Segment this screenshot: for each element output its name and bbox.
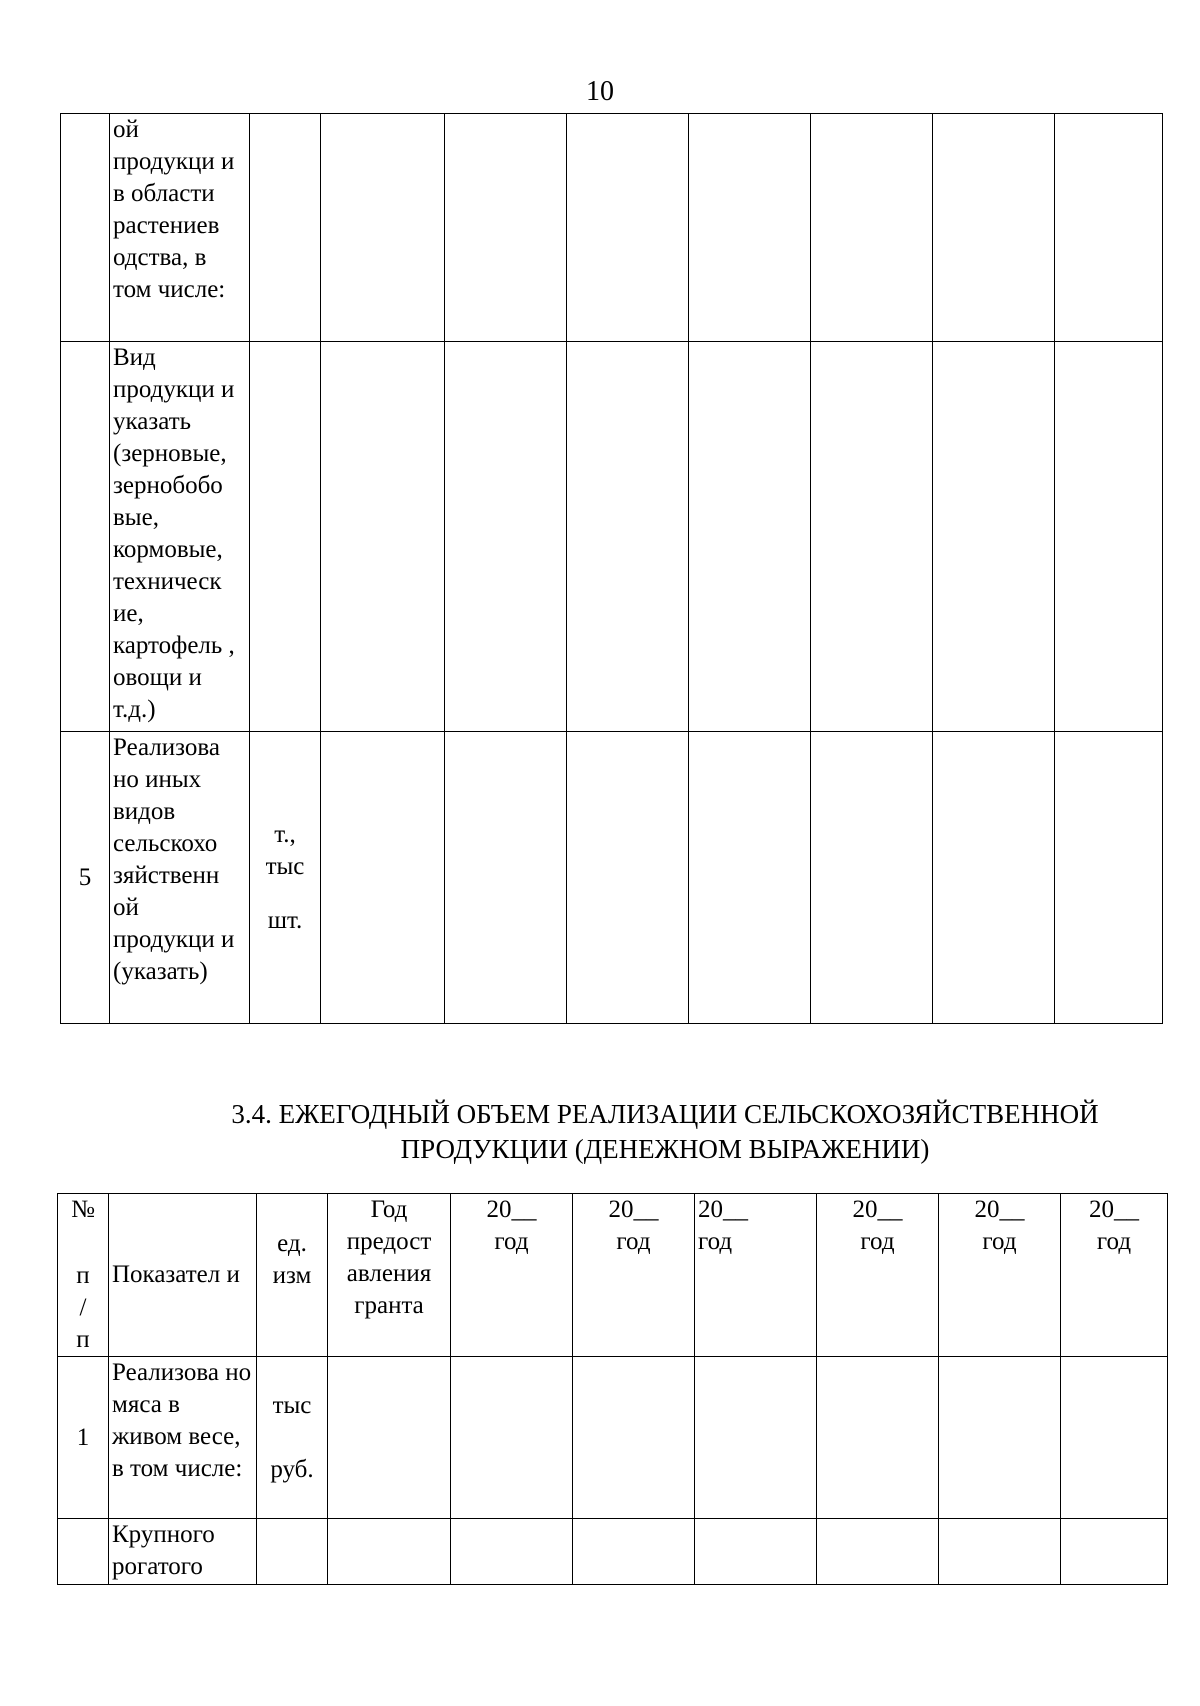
unit-line: тыс (265, 852, 305, 880)
data-cell[interactable] (689, 342, 811, 732)
header-indicator: Показател и (109, 1194, 257, 1357)
row-number-cell: 1 (58, 1357, 109, 1519)
indicator-cell: ой продукци и в области растениев одства, в том числе: (110, 114, 250, 342)
data-cell[interactable] (689, 114, 811, 342)
year-prefix: 20__ (698, 1196, 748, 1223)
unit-line: руб. (270, 1455, 314, 1483)
data-cell[interactable] (1055, 732, 1163, 1024)
header-number-line: п (76, 1326, 90, 1353)
data-cell[interactable] (1061, 1357, 1168, 1519)
production-volume-table-continued (60, 113, 1163, 1024)
data-cell[interactable] (811, 114, 933, 342)
unit-cell (250, 342, 321, 732)
year-prefix: 20__ (486, 1196, 537, 1223)
header-number-line: № (71, 1196, 95, 1223)
header-year (817, 1194, 939, 1357)
indicator-cell: Вид продукци и указать (зерновые, зернобобо вые, кормовые, техническ ие, картофель , овощи и т.д.) (110, 342, 250, 732)
data-cell[interactable] (451, 1519, 573, 1585)
header-year (695, 1194, 817, 1357)
row-number-cell (58, 1519, 109, 1585)
data-cell[interactable] (445, 342, 567, 732)
unit-cell (250, 732, 321, 1024)
data-cell[interactable] (328, 1357, 451, 1519)
table-header-row (58, 1194, 1168, 1357)
year-prefix: 20__ (608, 1196, 659, 1223)
unit-line: т., (274, 820, 296, 848)
data-cell[interactable] (695, 1357, 817, 1519)
data-cell[interactable] (321, 732, 445, 1024)
data-cell[interactable] (567, 342, 689, 732)
header-number-line: п (76, 1262, 90, 1289)
year-prefix: 20__ (974, 1196, 1025, 1223)
row-number-cell: 5 (61, 732, 110, 1024)
data-cell[interactable] (451, 1357, 573, 1519)
data-cell[interactable] (817, 1357, 939, 1519)
year-suffix: год (616, 1228, 651, 1255)
header-year (939, 1194, 1061, 1357)
year-suffix: год (494, 1228, 529, 1255)
indicator-cell: Крупного рогатого (109, 1519, 257, 1585)
data-cell[interactable] (445, 114, 567, 342)
header-number (58, 1194, 109, 1357)
section-heading-line: ПРОДУКЦИИ (ДЕНЕЖНОМ ВЫРАЖЕНИИ) (400, 1134, 930, 1164)
data-cell[interactable] (933, 114, 1055, 342)
data-cell[interactable] (573, 1519, 695, 1585)
year-suffix: год (982, 1228, 1017, 1255)
header-grant-year: Год предост авления гранта (328, 1194, 451, 1357)
data-cell[interactable] (933, 342, 1055, 732)
data-cell[interactable] (933, 732, 1055, 1024)
table-row (61, 342, 1163, 732)
data-cell[interactable] (573, 1357, 695, 1519)
row-number-cell (61, 342, 110, 732)
data-cell[interactable] (811, 342, 933, 732)
data-cell[interactable] (567, 114, 689, 342)
header-year (451, 1194, 573, 1357)
data-cell[interactable] (817, 1519, 939, 1585)
data-cell[interactable] (321, 114, 445, 342)
unit-cell (250, 114, 321, 342)
year-prefix: 20__ (852, 1196, 903, 1223)
unit-cell (257, 1519, 328, 1585)
table-row (61, 114, 1163, 342)
section-heading-line: 3.4. ЕЖЕГОДНЫЙ ОБЪЕМ РЕАЛИЗАЦИИ СЕЛЬСКОХОЗЯЙСТВЕННОЙ (231, 1099, 1099, 1129)
data-cell[interactable] (695, 1519, 817, 1585)
header-year (1061, 1194, 1168, 1357)
section-heading (150, 1097, 1180, 1167)
year-suffix: год (698, 1228, 733, 1255)
data-cell[interactable] (939, 1519, 1061, 1585)
data-cell[interactable] (1055, 114, 1163, 342)
year-prefix: 20__ (1089, 1196, 1139, 1223)
indicator-cell: Реализова но иных видов сельскохо зяйственн ой продукци и (указать) (110, 732, 250, 1024)
year-suffix: год (1096, 1228, 1132, 1255)
header-unit: ед. изм (257, 1194, 328, 1357)
unit-line: шт. (267, 906, 303, 934)
page-number: 10 (586, 76, 614, 107)
unit-cell (257, 1357, 328, 1519)
header-year (573, 1194, 695, 1357)
indicator-cell: Реализова но мяса в живом весе, в том числе: (109, 1357, 257, 1519)
data-cell[interactable] (1055, 342, 1163, 732)
year-suffix: год (860, 1228, 895, 1255)
annual-sales-volume-table (57, 1193, 1168, 1585)
data-cell[interactable] (567, 732, 689, 1024)
row-number-cell (61, 114, 110, 342)
data-cell[interactable] (811, 732, 933, 1024)
data-cell[interactable] (939, 1357, 1061, 1519)
table-row (58, 1357, 1168, 1519)
data-cell[interactable] (1061, 1519, 1168, 1585)
data-cell[interactable] (321, 342, 445, 732)
data-cell[interactable] (445, 732, 567, 1024)
table-row (61, 732, 1163, 1024)
data-cell[interactable] (689, 732, 811, 1024)
unit-line: тыс (272, 1391, 312, 1419)
table-row (58, 1519, 1168, 1585)
data-cell[interactable] (328, 1519, 451, 1585)
header-number-line: / (79, 1294, 87, 1321)
